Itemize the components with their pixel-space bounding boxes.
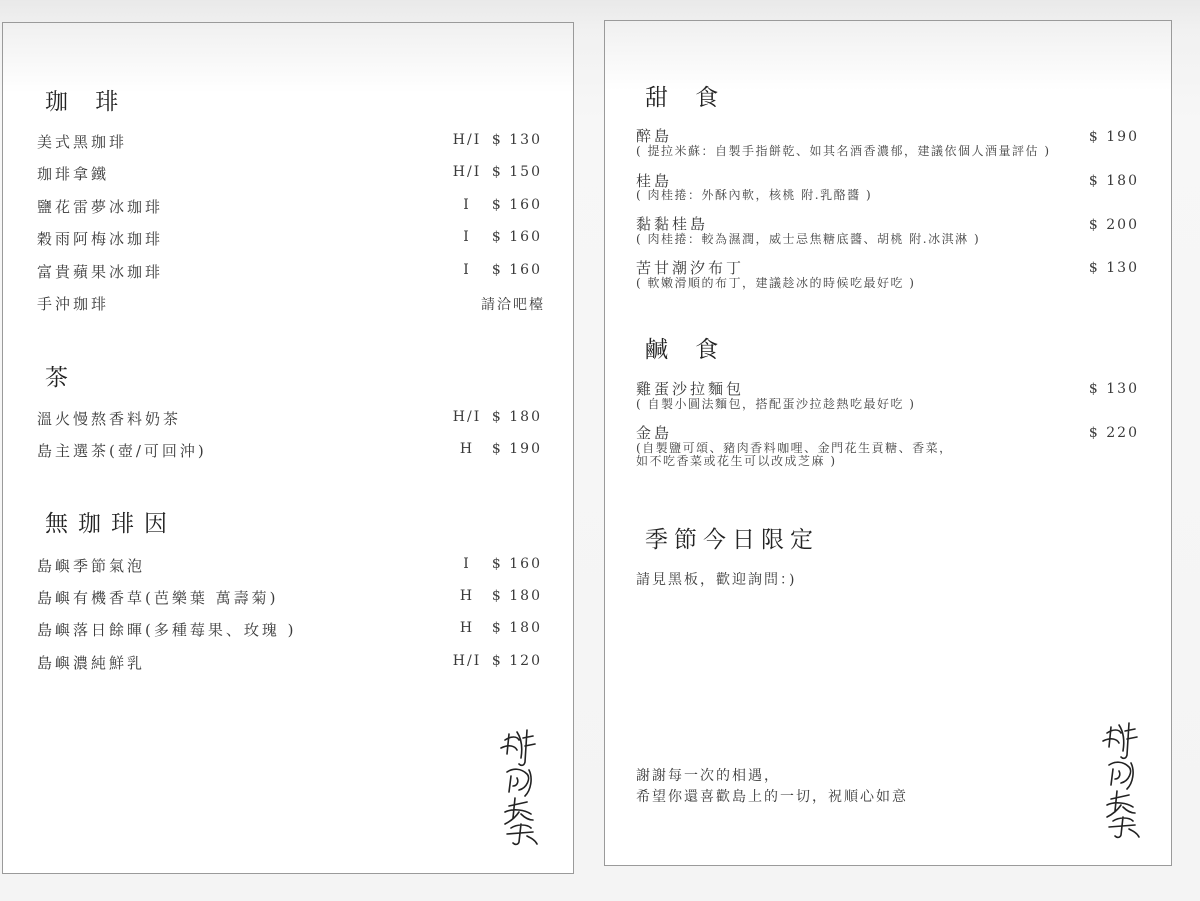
item-price: $ 160 bbox=[491, 262, 542, 278]
item-name: 富貴蘋果冰珈琲 bbox=[37, 263, 164, 281]
item-price: $ 130 bbox=[491, 132, 542, 148]
item-price: $ 130 bbox=[1088, 381, 1139, 397]
item-price: $ 160 bbox=[491, 229, 542, 245]
item-price: $ 180 bbox=[491, 620, 542, 636]
item-name: 島主選茶(壺/可回沖) bbox=[37, 442, 207, 460]
item-description: ( 提拉米蘇：自製手指餅乾、如其名酒香濃郁，建議依個人酒量評估 ) bbox=[636, 144, 1051, 158]
item-description: ( 肉桂捲：較為濕潤，威士忌焦糖底醬、胡桃 附.冰淇淋 ) bbox=[636, 232, 981, 246]
item-description: ( 自製小圓法麵包，搭配蛋沙拉趁熱吃最好吃 ) bbox=[636, 397, 916, 411]
item-name: 黏黏桂島 bbox=[636, 215, 709, 233]
signature-logo bbox=[1099, 721, 1145, 839]
menu-page-food bbox=[604, 20, 1172, 866]
section-title-tea: 茶 bbox=[45, 365, 78, 391]
item-type: H bbox=[459, 620, 475, 636]
item-name: 美式黑珈琲 bbox=[37, 133, 128, 151]
item-name: 金島 bbox=[636, 424, 673, 442]
item-description: (自製鹽可頌、豬肉香料咖哩、金門花生貢糖、香菜， bbox=[636, 441, 953, 455]
item-price: $ 120 bbox=[491, 653, 542, 669]
item-type: H/I bbox=[452, 409, 482, 425]
item-description: ( 軟嫩滑順的布丁，建議趁冰的時候吃最好吃 ) bbox=[636, 276, 916, 290]
section-title-coffee: 珈 琲 bbox=[45, 89, 129, 115]
item-name: 穀雨阿梅冰珈琲 bbox=[37, 230, 164, 248]
item-price: $ 160 bbox=[491, 197, 542, 213]
section-title-savory: 鹹 食 bbox=[645, 337, 729, 363]
item-type: I bbox=[463, 262, 471, 278]
item-type: I bbox=[463, 556, 471, 572]
closing-line-1: 謝謝每一次的相遇， bbox=[636, 768, 780, 784]
item-name: 醉島 bbox=[636, 127, 673, 145]
item-name: 苦甘潮汐布丁 bbox=[636, 259, 745, 277]
item-name: 雞蛋沙拉麵包 bbox=[636, 380, 745, 398]
section-title-sweets: 甜 食 bbox=[645, 85, 729, 111]
item-price: $ 180 bbox=[491, 409, 542, 425]
item-name: 島嶼落日餘暉(多種莓果、玫瑰 ) bbox=[37, 621, 297, 639]
item-name: 溫火慢熬香料奶茶 bbox=[37, 410, 182, 428]
signature-logo bbox=[497, 728, 543, 846]
item-description: ( 肉桂捲：外酥內軟，核桃 附.乳酪醬 ) bbox=[636, 188, 873, 202]
item-type: H/I bbox=[452, 653, 482, 669]
section-title-decaf: 無珈琲因 bbox=[45, 511, 177, 537]
section-title-seasonal: 季節今日限定 bbox=[645, 527, 819, 553]
item-price: $ 160 bbox=[491, 556, 542, 572]
item-price: $ 180 bbox=[491, 588, 542, 604]
item-description: 如不吃香菜或花生可以改成芝麻 ) bbox=[636, 454, 837, 468]
item-type: I bbox=[463, 197, 471, 213]
item-price: $ 150 bbox=[491, 164, 542, 180]
item-type: I bbox=[463, 229, 471, 245]
item-name: 珈琲拿鐵 bbox=[37, 165, 110, 183]
item-price: $ 190 bbox=[491, 441, 542, 457]
item-name: 手沖珈琲 bbox=[37, 295, 110, 313]
item-type: H bbox=[459, 441, 475, 457]
item-type: H/I bbox=[452, 132, 482, 148]
menu-page-drinks bbox=[2, 22, 574, 874]
item-price: $ 200 bbox=[1088, 217, 1139, 233]
closing-line-2: 希望你還喜歡島上的一切，祝順心如意 bbox=[636, 789, 908, 805]
item-name: 鹽花雷夢冰珈琲 bbox=[37, 198, 164, 216]
item-price: $ 130 bbox=[1088, 260, 1139, 276]
item-name: 島嶼季節氣泡 bbox=[37, 557, 146, 575]
seasonal-note: 請見黑板，歡迎詢問：) bbox=[636, 572, 797, 588]
item-type: H bbox=[459, 588, 475, 604]
item-name: 島嶼濃純鮮乳 bbox=[37, 654, 146, 672]
item-price: 請洽吧檯 bbox=[481, 297, 545, 313]
item-type: H/I bbox=[452, 164, 482, 180]
item-price: $ 180 bbox=[1088, 173, 1139, 189]
item-name: 島嶼有機香草(芭樂葉 萬壽菊) bbox=[37, 589, 279, 607]
item-price: $ 190 bbox=[1088, 129, 1139, 145]
item-name: 桂島 bbox=[636, 172, 673, 190]
item-price: $ 220 bbox=[1088, 425, 1139, 441]
